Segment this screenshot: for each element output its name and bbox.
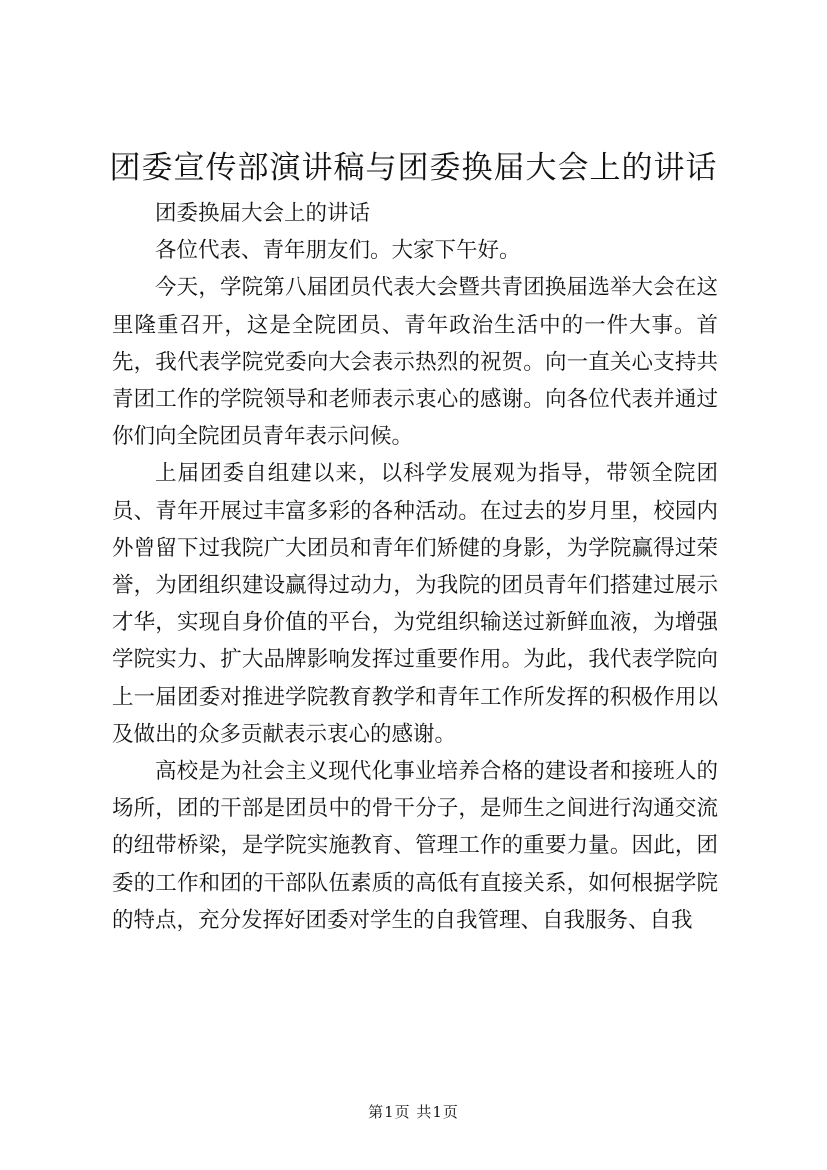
greeting-paragraph: 各位代表、青年朋友们。大家下午好。: [155, 238, 521, 264]
document-body: [112, 195, 718, 939]
body-paragraph: 高校是为社会主义现代化事业培养合格的建设者和接班人的场所，团的干部是团员中的骨干分子，是师生之间进行沟通交流的纽带桥梁，是学院实施教育、管理工作的重要力量。因此，团委的工作和团的干部队伍素质的高低有直接关系，如何根据学院的特点，充分发挥好团委对学生的自我管理、自我服务、自我: [112, 759, 718, 933]
page-number-footer: 第1页 共1页: [368, 1103, 459, 1121]
document-title: 团委宣传部演讲稿与团委换届大会上的讲话: [109, 150, 718, 186]
speech-subtitle: 团委换届大会上的讲话: [155, 201, 371, 226]
body-paragraph: 今天，学院第八届团员代表大会暨共青团换届选举大会在这里隆重召开，这是全院团员、青年政治生活中的一件大事。首先，我代表学院党委向大会表示热烈的祝贺。向一直关心支持共青团工作的学院领导和老师表示衷心的感谢。向各位代表并通过你们向全院团员青年表示问候。: [112, 275, 718, 450]
body-paragraph: 上届团委自组建以来，以科学发展观为指导，带领全院团员、青年开展过丰富多彩的各种活动。在过去的岁月里，校园内外曾留下过我院广大团员和青年们矫健的身影，为学院赢得过荣誉，为团组织建设赢得过动力，为我院的团员青年们搭建过展示才华，实现自身价值的平台，为党组织输送过新鲜血液，为增强学院实力、扩大品牌影响发挥过重要作用。为此，我代表学院向上一届团委对推进学院教育教学和青年工作所发挥的积极作用以及做出的众多贡献表示衷心的感谢。: [112, 461, 718, 747]
